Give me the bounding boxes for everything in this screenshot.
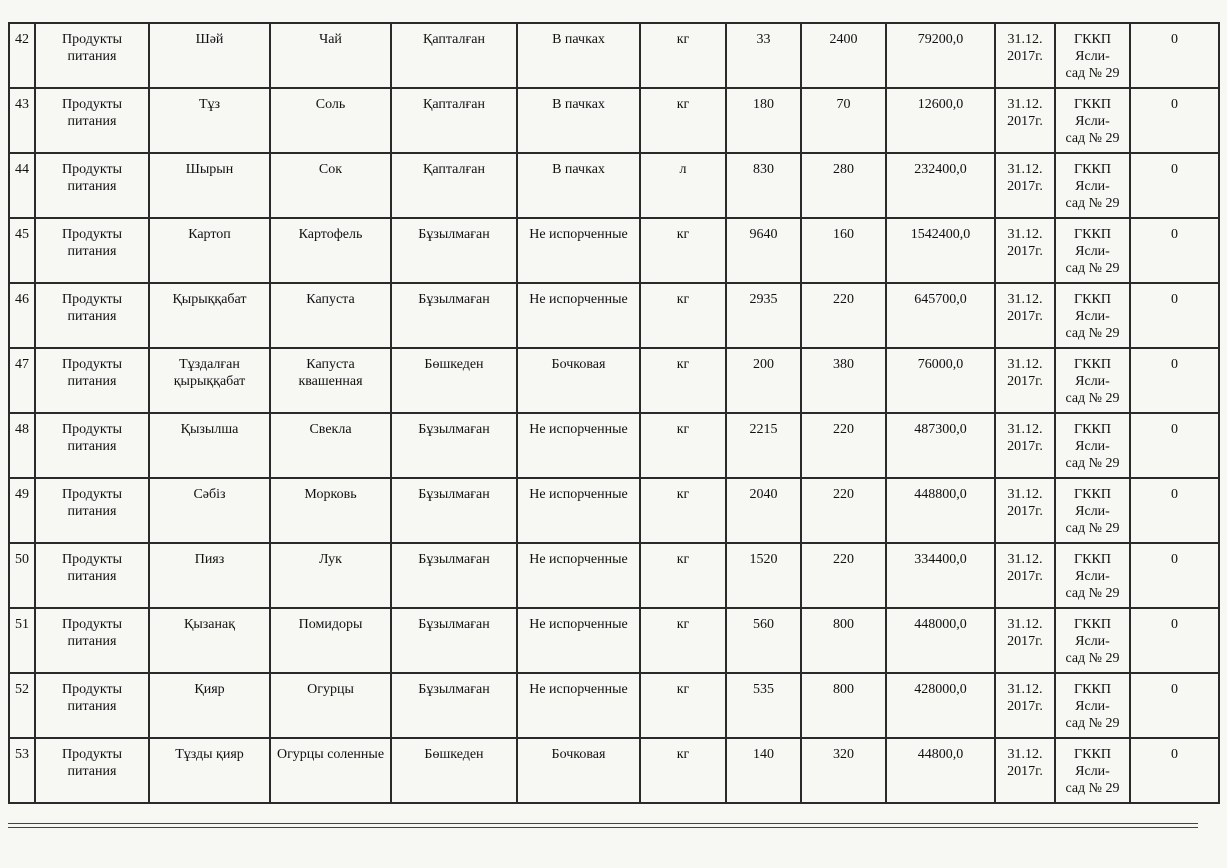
- name-ru-cell: Сок: [270, 153, 391, 218]
- organization-line: сад № 29: [1065, 261, 1120, 276]
- sum-cell: 334400,0: [886, 543, 995, 608]
- unit-cell: кг: [640, 23, 726, 88]
- date-cell: 31.12. 2017г.: [995, 23, 1055, 88]
- category-cell: Продукты питания: [35, 218, 149, 283]
- date-cell: 31.12. 2017г.: [995, 608, 1055, 673]
- table-body: [9, 23, 1219, 803]
- price-cell: 2400: [801, 23, 886, 88]
- organization-line: Ясли-: [1075, 244, 1110, 259]
- unit-cell: кг: [640, 283, 726, 348]
- name-kz-cell: Қызанақ: [149, 608, 270, 673]
- name-ru-cell: Огурцы соленные: [270, 738, 391, 803]
- table-row: [9, 283, 1219, 348]
- name-ru-cell: Соль: [270, 88, 391, 153]
- state-kz-cell: Қапталған: [391, 153, 517, 218]
- organization-line: сад № 29: [1065, 196, 1120, 211]
- name-kz-cell: Картоп: [149, 218, 270, 283]
- name-ru-cell: Морковь: [270, 478, 391, 543]
- date-cell: 31.12. 2017г.: [995, 738, 1055, 803]
- organization-cell: [1055, 283, 1130, 348]
- sum-cell: 44800,0: [886, 738, 995, 803]
- organization-cell: [1055, 88, 1130, 153]
- sum-cell: 76000,0: [886, 348, 995, 413]
- sum-cell: 428000,0: [886, 673, 995, 738]
- state-ru-cell: В пачках: [517, 88, 640, 153]
- unit-cell: кг: [640, 348, 726, 413]
- organization-line: ГККП: [1074, 617, 1111, 632]
- remainder-cell: 0: [1130, 543, 1219, 608]
- organization-cell: [1055, 478, 1130, 543]
- sum-cell: 12600,0: [886, 88, 995, 153]
- date-cell: 31.12. 2017г.: [995, 478, 1055, 543]
- organization-cell: [1055, 218, 1130, 283]
- name-ru-cell: Картофель: [270, 218, 391, 283]
- state-ru-cell: В пачках: [517, 23, 640, 88]
- date-cell: 31.12. 2017г.: [995, 673, 1055, 738]
- category-cell: Продукты питания: [35, 738, 149, 803]
- date-cell: 31.12. 2017г.: [995, 218, 1055, 283]
- price-cell: 70: [801, 88, 886, 153]
- state-ru-cell: Не испорченные: [517, 608, 640, 673]
- category-cell: Продукты питания: [35, 88, 149, 153]
- quantity-cell: 2935: [726, 283, 801, 348]
- category-cell: Продукты питания: [35, 153, 149, 218]
- unit-cell: кг: [640, 413, 726, 478]
- name-kz-cell: Тұзды қияр: [149, 738, 270, 803]
- table-row: [9, 88, 1219, 153]
- organization-line: сад № 29: [1065, 716, 1120, 731]
- remainder-cell: 0: [1130, 153, 1219, 218]
- organization-cell: [1055, 348, 1130, 413]
- unit-cell: л: [640, 153, 726, 218]
- organization-line: Ясли-: [1075, 49, 1110, 64]
- price-cell: 800: [801, 673, 886, 738]
- organization-line: Ясли-: [1075, 764, 1110, 779]
- state-kz-cell: Қапталған: [391, 88, 517, 153]
- organization-cell: [1055, 738, 1130, 803]
- name-ru-cell: Огурцы: [270, 673, 391, 738]
- sum-cell: 448800,0: [886, 478, 995, 543]
- state-kz-cell: Бұзылмаған: [391, 673, 517, 738]
- organization-line: ГККП: [1074, 422, 1111, 437]
- sum-cell: 79200,0: [886, 23, 995, 88]
- name-kz-cell: Сәбіз: [149, 478, 270, 543]
- organization-cell: [1055, 23, 1130, 88]
- organization-line: ГККП: [1074, 487, 1111, 502]
- sum-cell: 1542400,0: [886, 218, 995, 283]
- date-cell: 31.12. 2017г.: [995, 153, 1055, 218]
- quantity-cell: 2040: [726, 478, 801, 543]
- organization-line: сад № 29: [1065, 66, 1120, 81]
- row-number: 49: [9, 478, 35, 543]
- row-number: 53: [9, 738, 35, 803]
- organization-line: Ясли-: [1075, 634, 1110, 649]
- organization-line: Ясли-: [1075, 504, 1110, 519]
- category-cell: Продукты питания: [35, 478, 149, 543]
- organization-line: Ясли-: [1075, 374, 1110, 389]
- price-cell: 800: [801, 608, 886, 673]
- organization-line: ГККП: [1074, 747, 1111, 762]
- remainder-cell: 0: [1130, 23, 1219, 88]
- table-row: [9, 738, 1219, 803]
- state-kz-cell: Бөшкеден: [391, 348, 517, 413]
- organization-line: Ясли-: [1075, 699, 1110, 714]
- table-row: [9, 543, 1219, 608]
- state-ru-cell: Бочковая: [517, 348, 640, 413]
- unit-cell: кг: [640, 218, 726, 283]
- organization-cell: [1055, 673, 1130, 738]
- organization-line: сад № 29: [1065, 456, 1120, 471]
- state-kz-cell: Бұзылмаған: [391, 218, 517, 283]
- table-row: [9, 478, 1219, 543]
- remainder-cell: 0: [1130, 413, 1219, 478]
- price-cell: 160: [801, 218, 886, 283]
- organization-cell: [1055, 608, 1130, 673]
- quantity-cell: 535: [726, 673, 801, 738]
- table-row: [9, 153, 1219, 218]
- quantity-cell: 9640: [726, 218, 801, 283]
- organization-line: ГККП: [1074, 357, 1111, 372]
- organization-line: Ясли-: [1075, 179, 1110, 194]
- row-number: 51: [9, 608, 35, 673]
- organization-line: сад № 29: [1065, 521, 1120, 536]
- price-cell: 280: [801, 153, 886, 218]
- remainder-cell: 0: [1130, 608, 1219, 673]
- organization-line: Ясли-: [1075, 439, 1110, 454]
- state-kz-cell: Бұзылмаған: [391, 543, 517, 608]
- row-number: 52: [9, 673, 35, 738]
- remainder-cell: 0: [1130, 218, 1219, 283]
- unit-cell: кг: [640, 673, 726, 738]
- table-row: [9, 348, 1219, 413]
- state-ru-cell: Бочковая: [517, 738, 640, 803]
- state-ru-cell: В пачках: [517, 153, 640, 218]
- organization-cell: [1055, 153, 1130, 218]
- category-cell: Продукты питания: [35, 348, 149, 413]
- state-ru-cell: Не испорченные: [517, 673, 640, 738]
- date-cell: 31.12. 2017г.: [995, 283, 1055, 348]
- name-kz-cell: Тұз: [149, 88, 270, 153]
- price-cell: 220: [801, 413, 886, 478]
- name-kz-cell: Қырыққабат: [149, 283, 270, 348]
- organization-line: Ясли-: [1075, 569, 1110, 584]
- category-cell: Продукты питания: [35, 413, 149, 478]
- name-ru-cell: Свекла: [270, 413, 391, 478]
- remainder-cell: 0: [1130, 673, 1219, 738]
- quantity-cell: 560: [726, 608, 801, 673]
- price-cell: 220: [801, 478, 886, 543]
- name-kz-cell: Шырын: [149, 153, 270, 218]
- row-number: 47: [9, 348, 35, 413]
- name-kz-cell: Пияз: [149, 543, 270, 608]
- table-row: [9, 23, 1219, 88]
- quantity-cell: 1520: [726, 543, 801, 608]
- row-number: 48: [9, 413, 35, 478]
- quantity-cell: 200: [726, 348, 801, 413]
- table-row: [9, 673, 1219, 738]
- name-ru-cell: Помидоры: [270, 608, 391, 673]
- date-cell: 31.12. 2017г.: [995, 348, 1055, 413]
- sum-cell: 232400,0: [886, 153, 995, 218]
- state-kz-cell: Бөшкеден: [391, 738, 517, 803]
- quantity-cell: 2215: [726, 413, 801, 478]
- organization-line: сад № 29: [1065, 326, 1120, 341]
- quantity-cell: 140: [726, 738, 801, 803]
- row-number: 46: [9, 283, 35, 348]
- row-number: 50: [9, 543, 35, 608]
- organization-line: сад № 29: [1065, 131, 1120, 146]
- organization-line: ГККП: [1074, 292, 1111, 307]
- organization-line: сад № 29: [1065, 391, 1120, 406]
- organization-cell: [1055, 543, 1130, 608]
- state-ru-cell: Не испорченные: [517, 543, 640, 608]
- organization-line: ГККП: [1074, 162, 1111, 177]
- name-kz-cell: Тұздалған қырыққабат: [149, 348, 270, 413]
- price-cell: 220: [801, 543, 886, 608]
- row-number: 42: [9, 23, 35, 88]
- name-ru-cell: Чай: [270, 23, 391, 88]
- row-number: 43: [9, 88, 35, 153]
- category-cell: Продукты питания: [35, 543, 149, 608]
- organization-cell: [1055, 413, 1130, 478]
- organization-line: ГККП: [1074, 32, 1111, 47]
- state-kz-cell: Бұзылмаған: [391, 413, 517, 478]
- state-ru-cell: Не испорченные: [517, 283, 640, 348]
- organization-line: ГККП: [1074, 227, 1111, 242]
- organization-line: ГККП: [1074, 682, 1111, 697]
- remainder-cell: 0: [1130, 348, 1219, 413]
- state-kz-cell: Бұзылмаған: [391, 608, 517, 673]
- name-kz-cell: Қызылша: [149, 413, 270, 478]
- name-kz-cell: Шәй: [149, 23, 270, 88]
- table-row: [9, 218, 1219, 283]
- name-ru-cell: Капуста квашенная: [270, 348, 391, 413]
- sum-cell: 645700,0: [886, 283, 995, 348]
- unit-cell: кг: [640, 478, 726, 543]
- organization-line: сад № 29: [1065, 586, 1120, 601]
- category-cell: Продукты питания: [35, 283, 149, 348]
- price-cell: 220: [801, 283, 886, 348]
- state-kz-cell: Бұзылмаған: [391, 283, 517, 348]
- quantity-cell: 33: [726, 23, 801, 88]
- organization-line: ГККП: [1074, 552, 1111, 567]
- price-cell: 320: [801, 738, 886, 803]
- name-ru-cell: Лук: [270, 543, 391, 608]
- organization-line: ГККП: [1074, 97, 1111, 112]
- table-row: [9, 608, 1219, 673]
- inventory-table: [8, 22, 1220, 804]
- row-number: 45: [9, 218, 35, 283]
- name-kz-cell: Қияр: [149, 673, 270, 738]
- organization-line: сад № 29: [1065, 781, 1120, 796]
- organization-line: сад № 29: [1065, 651, 1120, 666]
- unit-cell: кг: [640, 88, 726, 153]
- organization-line: Ясли-: [1075, 114, 1110, 129]
- category-cell: Продукты питания: [35, 23, 149, 88]
- state-kz-cell: Бұзылмаған: [391, 478, 517, 543]
- remainder-cell: 0: [1130, 478, 1219, 543]
- row-number: 44: [9, 153, 35, 218]
- unit-cell: кг: [640, 738, 726, 803]
- sum-cell: 448000,0: [886, 608, 995, 673]
- state-kz-cell: Қапталған: [391, 23, 517, 88]
- organization-line: Ясли-: [1075, 309, 1110, 324]
- category-cell: Продукты питания: [35, 673, 149, 738]
- quantity-cell: 180: [726, 88, 801, 153]
- state-ru-cell: Не испорченные: [517, 218, 640, 283]
- quantity-cell: 830: [726, 153, 801, 218]
- state-ru-cell: Не испорченные: [517, 413, 640, 478]
- bottom-rule: [8, 823, 1198, 828]
- state-ru-cell: Не испорченные: [517, 478, 640, 543]
- name-ru-cell: Капуста: [270, 283, 391, 348]
- sum-cell: 487300,0: [886, 413, 995, 478]
- date-cell: 31.12. 2017г.: [995, 88, 1055, 153]
- remainder-cell: 0: [1130, 283, 1219, 348]
- unit-cell: кг: [640, 608, 726, 673]
- table-row: [9, 413, 1219, 478]
- unit-cell: кг: [640, 543, 726, 608]
- category-cell: Продукты питания: [35, 608, 149, 673]
- date-cell: 31.12. 2017г.: [995, 543, 1055, 608]
- price-cell: 380: [801, 348, 886, 413]
- date-cell: 31.12. 2017г.: [995, 413, 1055, 478]
- remainder-cell: 0: [1130, 738, 1219, 803]
- remainder-cell: 0: [1130, 88, 1219, 153]
